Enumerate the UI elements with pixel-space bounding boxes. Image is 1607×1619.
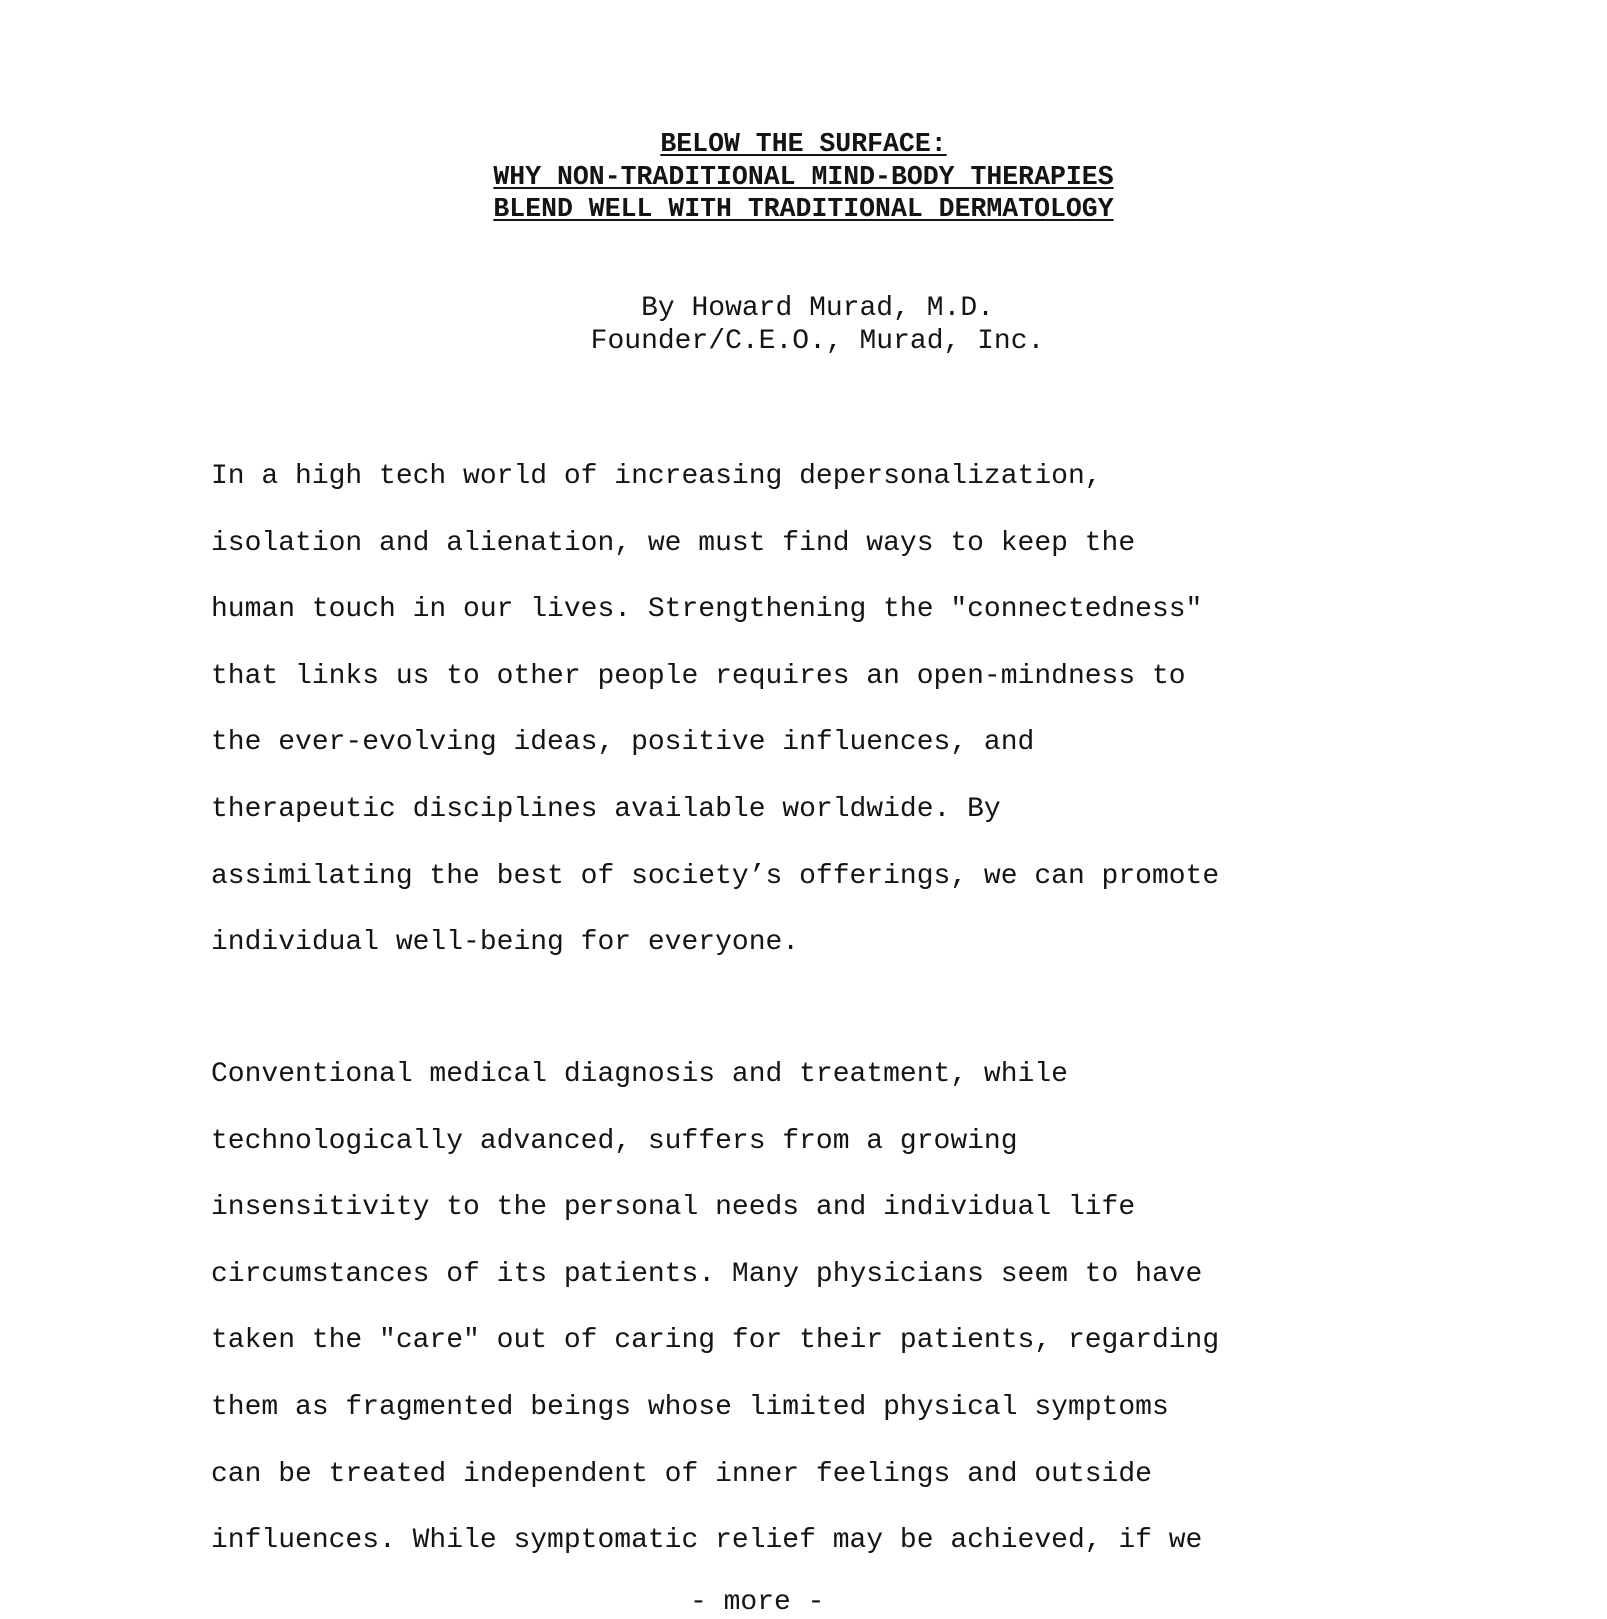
paragraph-line: influences. While symptomatic relief may be achieved, if we <box>211 1525 1203 1557</box>
byline <box>0 292 1607 358</box>
paragraph-line: circumstances of its patients. Many physicians seem to have <box>211 1258 1203 1290</box>
paragraph-line: taken the "care" out of caring for their patients, regarding <box>211 1325 1220 1357</box>
byline-author: By Howard Murad, M.D. <box>641 293 994 324</box>
paragraph-line: Conventional medical diagnosis and treatment, while <box>211 1059 1068 1090</box>
title-line-2: WHY NON-TRADITIONAL MIND-BODY THERAPIES <box>493 161 1114 192</box>
paragraph-line: assimilating the best of society’s offerings, we can promote <box>211 860 1220 892</box>
paragraph-line: insensitivity to the personal needs and individual life <box>211 1192 1136 1224</box>
paragraph-line: technologically advanced, suffers from a growing <box>211 1125 1018 1157</box>
title-line-3: BLEND WELL WITH TRADITIONAL DERMATOLOGY <box>493 194 1114 224</box>
byline-position: Founder/C.E.O., Murad, Inc. <box>590 326 1045 357</box>
title-line-1: BELOW THE SURFACE: <box>660 129 947 159</box>
document-title <box>0 128 1607 226</box>
paragraph-line: can be treated independent of inner feelings and outside <box>211 1458 1152 1490</box>
paragraph-line: In a high tech world of increasing depersonalization, <box>211 461 1102 492</box>
paragraph-line: the ever-evolving ideas, positive influences, and <box>211 727 1035 759</box>
paragraph-line: that links us to other people requires an open-mindness to <box>211 660 1186 692</box>
paragraph-line: them as fragmented beings whose limited physical symptoms <box>211 1391 1169 1423</box>
paragraph-line: individual well-being for everyone. <box>211 927 800 959</box>
paragraph-1 <box>211 444 1471 977</box>
paragraph-line: human touch in our lives. Strengthening the "connectedness" <box>211 594 1203 626</box>
paragraph-line: isolation and alienation, we must find ways to keep the <box>211 527 1136 559</box>
paragraph-line: therapeutic disciplines available worldwide. By <box>211 793 1001 825</box>
continuation-marker: - more - <box>690 1587 825 1618</box>
paragraph-2 <box>211 1042 1471 1575</box>
